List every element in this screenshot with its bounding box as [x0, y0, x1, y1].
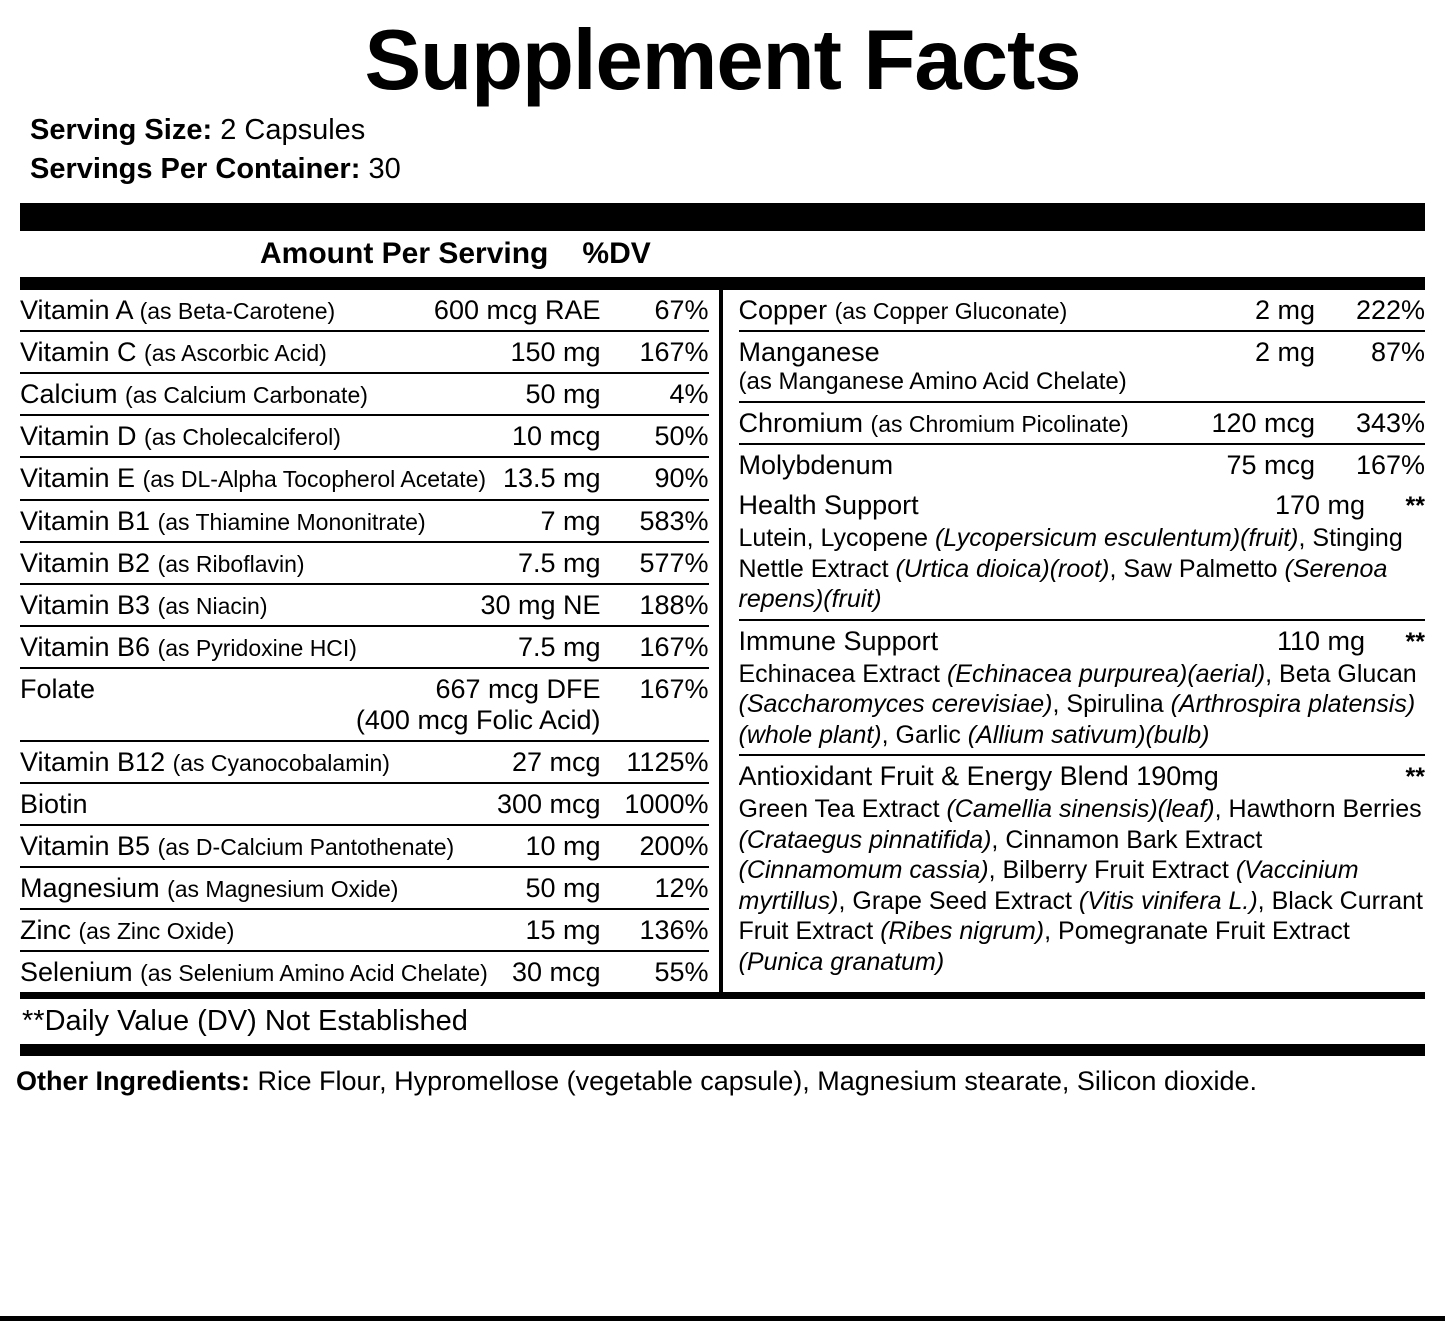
- nutrient-name: Vitamin D (as Cholecalciferol): [20, 421, 341, 452]
- servings-per-container-value: 30: [368, 153, 401, 186]
- blend-description: Lutein, Lycopene (Lycopersicum esculentum)(fruit), Stinging Nettle Extract (Urtica dioica)(root), Saw Palmetto (Serenoa repens)(fruit): [738, 524, 1403, 614]
- nutrient-daily-value: 90%: [654, 463, 709, 494]
- nutrient-daily-value: 167%: [639, 337, 709, 368]
- nutrient-name: Biotin: [20, 788, 88, 819]
- nutrient-amount: 30 mg NE: [480, 589, 601, 620]
- header-percent-dv: %DV: [582, 237, 651, 271]
- header-amount-per-serving: Amount Per Serving: [260, 237, 549, 271]
- nutrient-row: [20, 501, 709, 543]
- nutrient-row: [20, 868, 709, 910]
- nutrient-daily-value: 1125%: [626, 746, 709, 777]
- nutrient-amount: 2 mg: [1254, 295, 1315, 326]
- nutrient-row-main: [739, 295, 1426, 326]
- nutrient-row: [739, 290, 1426, 332]
- nutrient-name: Magnesium (as Magnesium Oxide): [20, 872, 399, 903]
- nutrient-name: Vitamin B6 (as Pyridoxine HCI): [20, 631, 357, 662]
- nutrient-row-main: [739, 337, 1426, 368]
- nutrient-name: Vitamin B5 (as D-Calcium Pantothenate): [20, 830, 455, 861]
- nutrient-column-right: [723, 290, 1426, 992]
- nutrient-row-main: [20, 548, 709, 579]
- blend-daily-value: **: [1405, 763, 1425, 792]
- nutrient-name: Manganese: [738, 337, 880, 368]
- divider-thin-bottom: [20, 992, 1425, 999]
- nutrient-row: [20, 374, 709, 416]
- nutrient-row: [20, 458, 709, 500]
- dv-footnote: **Daily Value (DV) Not Established: [22, 1005, 468, 1038]
- nutrient-row-main: [20, 295, 709, 326]
- nutrient-name: Chromium (as Chromium Picolinate): [738, 408, 1129, 439]
- nutrient-name: Vitamin E (as DL-Alpha Tocopherol Acetate): [20, 463, 487, 494]
- nutrient-row: [20, 784, 709, 826]
- nutrient-row-main: [20, 831, 709, 862]
- nutrient-row: [20, 742, 709, 784]
- blend-name: Antioxidant Fruit & Energy Blend 190mg: [738, 761, 1219, 792]
- nutrient-daily-value: 87%: [1370, 337, 1425, 368]
- nutrient-amount: 50 mg: [525, 379, 601, 410]
- other-ingredients-label: Other Ingredients:: [16, 1066, 251, 1097]
- blend-daily-value: **: [1405, 492, 1425, 521]
- blend-row: [739, 756, 1426, 981]
- blend-amount: 170 mg: [1274, 490, 1365, 521]
- divider-medium: [20, 277, 1425, 290]
- nutrient-row: [20, 332, 709, 374]
- nutrient-row: [20, 290, 709, 332]
- blend-description: Green Tea Extract (Camellia sinensis)(leaf), Hawthorn Berries (Crataegus pinnatifida), Cinnamon Bark Extract (Cinnamomum cassia), Bilberry Fruit Extract (Vaccinium myrtillus), Grape Seed Extract (Vitis vinifera L.), Black Currant Fruit Extract (Ribes nigrum), Pomegranate Fruit Extract (Punica granatum): [738, 795, 1424, 976]
- nutrient-name: Vitamin B12 (as Cyanocobalamin): [20, 746, 390, 777]
- nutrient-amount: 27 mcg: [511, 746, 601, 777]
- nutrient-daily-value: 136%: [639, 914, 709, 945]
- nutrient-row: [20, 543, 709, 585]
- blend-row: [739, 485, 1426, 621]
- nutrient-amount: 13.5 mg: [502, 463, 601, 494]
- nutrient-daily-value: 4%: [669, 379, 709, 410]
- servings-per-container-line: [30, 150, 1431, 189]
- nutrient-amount: 50 mg: [525, 872, 601, 903]
- nutrient-row-main: [20, 337, 709, 368]
- nutrient-daily-value: 200%: [639, 830, 709, 861]
- nutrient-daily-value: 343%: [1355, 408, 1425, 439]
- serving-size-line: [30, 111, 1431, 150]
- nutrient-row-main: [20, 379, 709, 410]
- nutrient-name: Vitamin A (as Beta-Carotene): [20, 295, 336, 326]
- nutrient-amount: 2 mg: [1254, 337, 1315, 368]
- nutrient-name: Copper (as Copper Gluconate): [738, 295, 1068, 326]
- nutrient-daily-value: 67%: [654, 295, 709, 326]
- serving-info: [14, 111, 1431, 189]
- divider-thick-top: [20, 203, 1425, 231]
- nutrient-row-main: [20, 421, 709, 452]
- nutrient-row: [739, 403, 1426, 445]
- nutrient-name: Molybdenum: [738, 450, 894, 481]
- nutrient-row-main: [20, 915, 709, 946]
- divider-bottom-bar: [20, 1044, 1425, 1056]
- serving-size-label: Serving Size:: [30, 114, 213, 146]
- nutrient-amount: 7 mg: [540, 505, 601, 536]
- nutrient-amount: 150 mg: [510, 337, 601, 368]
- nutrient-amount: 7.5 mg: [517, 631, 601, 662]
- nutrient-row: [20, 669, 709, 742]
- other-ingredients-value: Rice Flour, Hypromellose (vegetable capsule), Magnesium stearate, Silicon dioxide.: [250, 1066, 1258, 1097]
- blend-row: [739, 621, 1426, 757]
- nutrient-amount: 10 mcg: [511, 421, 601, 452]
- nutrient-row-main: [739, 450, 1426, 481]
- nutrient-name: Vitamin B3 (as Niacin): [20, 589, 268, 620]
- nutrient-amount: 15 mg: [525, 914, 601, 945]
- nutrient-daily-value: 55%: [654, 957, 709, 988]
- nutrient-row-main: [20, 873, 709, 904]
- nutrient-daily-value: 583%: [639, 505, 709, 536]
- nutrient-row: [20, 416, 709, 458]
- nutrient-secondary-line: (as Manganese Amino Acid Chelate): [738, 368, 1127, 396]
- nutrient-name: Calcium (as Calcium Carbonate): [20, 379, 368, 410]
- nutrient-amount: 7.5 mg: [517, 547, 601, 578]
- blend-row-main: [739, 626, 1426, 657]
- nutrient-column-left: [20, 290, 723, 992]
- nutrient-row-main: [20, 957, 709, 988]
- nutrient-daily-value: 167%: [639, 631, 709, 662]
- nutrient-daily-value: 12%: [654, 872, 709, 903]
- blend-amount: 110 mg: [1276, 625, 1365, 656]
- nutrient-row: [20, 627, 709, 669]
- nutrient-amount: 600 mcg RAE: [433, 295, 601, 326]
- blend-daily-value: **: [1405, 627, 1425, 656]
- nutrient-row-main: [20, 747, 709, 778]
- nutrient-name: Zinc (as Zinc Oxide): [20, 914, 235, 945]
- blend-name: Immune Support: [738, 625, 939, 656]
- nutrient-daily-value: 50%: [654, 421, 709, 452]
- nutrient-amount: 30 mcg: [511, 957, 601, 988]
- blend-row-main: [739, 490, 1426, 521]
- nutrient-name: Vitamin B1 (as Thiamine Mononitrate): [20, 505, 426, 536]
- nutrient-row: [20, 585, 709, 627]
- nutrient-columns: [20, 290, 1425, 992]
- nutrient-name: Vitamin C (as Ascorbic Acid): [20, 337, 327, 368]
- nutrient-row: [20, 910, 709, 952]
- nutrient-amount: 10 mg: [525, 830, 601, 861]
- nutrient-row: [739, 332, 1426, 403]
- table-header: [20, 231, 1425, 277]
- servings-per-container-label: Servings Per Container:: [30, 153, 361, 186]
- nutrient-name: Selenium (as Selenium Amino Acid Chelate): [20, 957, 488, 988]
- nutrient-row: [739, 445, 1426, 485]
- nutrient-row-main: [20, 506, 709, 537]
- nutrient-row-main: [20, 674, 709, 705]
- serving-size-value: 2 Capsules: [220, 114, 366, 146]
- nutrient-row-main: [20, 632, 709, 663]
- nutrient-name: Folate: [20, 673, 96, 704]
- nutrient-name: Vitamin B2 (as Riboflavin): [20, 547, 305, 578]
- nutrient-daily-value: 167%: [1355, 450, 1425, 481]
- blend-name: Health Support: [738, 490, 919, 521]
- nutrient-daily-value: 1000%: [624, 788, 709, 819]
- page-title: Supplement Facts: [364, 13, 1081, 108]
- nutrient-daily-value: 167%: [639, 673, 709, 704]
- nutrient-amount: 667 mcg DFE: [435, 673, 601, 704]
- nutrient-row-main: [20, 590, 709, 621]
- nutrient-secondary-line: (400 mcg Folic Acid): [355, 704, 601, 735]
- nutrient-row-main: [20, 463, 709, 494]
- nutrient-daily-value: 577%: [639, 547, 709, 578]
- other-ingredients: [14, 1056, 1431, 1097]
- nutrient-amount: 75 mcg: [1226, 450, 1315, 481]
- blend-description: Echinacea Extract (Echinacea purpurea)(aerial), Beta Glucan (Saccharomyces cerevisiae), Spirulina (Arthrospira platensis)(whole plant), Garlic (Allium sativum)(bulb): [738, 659, 1417, 749]
- nutrient-amount: 120 mcg: [1211, 408, 1315, 439]
- nutrient-daily-value: 222%: [1355, 295, 1425, 326]
- nutrient-row-main: [20, 789, 709, 820]
- nutrient-row: [20, 952, 709, 992]
- nutrient-row: [20, 826, 709, 868]
- blend-row-main: [739, 761, 1426, 792]
- nutrient-amount: 300 mcg: [496, 788, 601, 819]
- nutrient-row-main: [739, 408, 1426, 439]
- nutrient-daily-value: 188%: [639, 589, 709, 620]
